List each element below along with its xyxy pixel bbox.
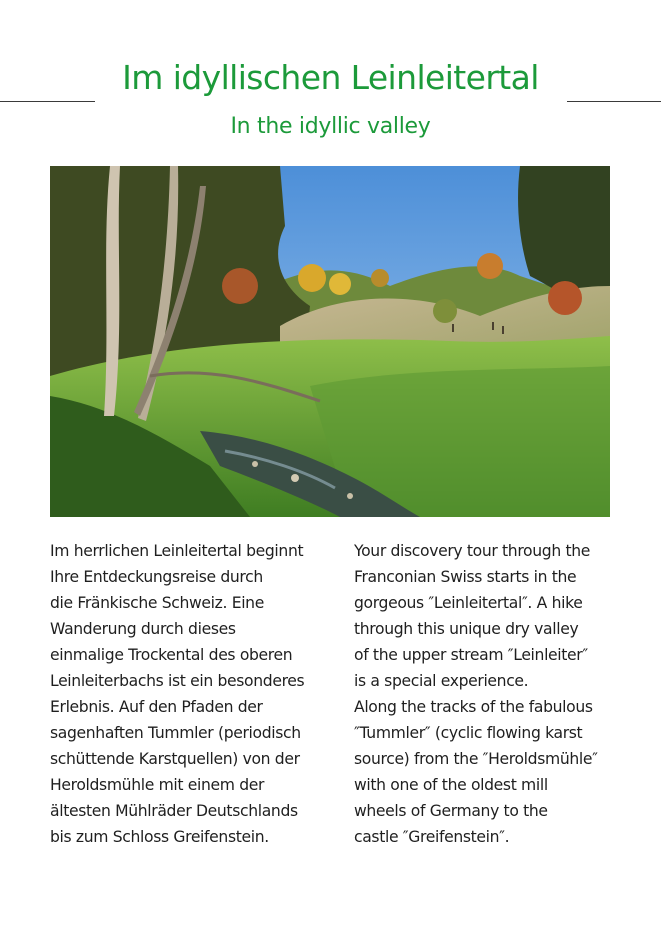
page-title: Im idyllischen Leinleitertal [122, 58, 539, 97]
german-text-line: Leinleiterbachs ist ein besonderes [50, 672, 305, 690]
german-text-line: Im herrlichen Leinleitertal beginnt [50, 542, 304, 560]
english-text-line: ″Tummler″ (cyclic flowing karst [354, 724, 583, 742]
german-text-line: Wanderung durch dieses [50, 620, 236, 638]
german-text-line: Heroldsmühle mit einem der [50, 776, 265, 794]
german-text-line: die Fränkische Schweiz. Eine [50, 594, 264, 612]
english-text-line: source) from the ″Heroldsmühle″ [354, 750, 598, 768]
title-rule-right [567, 101, 661, 102]
valley-photo [50, 166, 610, 517]
german-text-line: ältesten Mühlräder Deutschlands [50, 802, 298, 820]
page-subtitle: In the idyllic valley [230, 114, 431, 139]
english-text-line: of the upper stream ″Leinleiter″ [354, 646, 588, 664]
german-text-line: bis zum Schloss Greifenstein. [50, 828, 269, 846]
english-text-line: castle ″Greifenstein″. [354, 828, 510, 846]
german-text-line: einmalige Trockental des oberen [50, 646, 293, 664]
german-text-line: Ihre Entdeckungsreise durch [50, 568, 263, 586]
german-text-line: Erlebnis. Auf den Pfaden der [50, 698, 263, 716]
german-text-line: sagenhaften Tummler (periodisch [50, 724, 301, 742]
german-text-line: schüttende Karstquellen) von der [50, 750, 300, 768]
english-text-line: Along the tracks of the fabulous [354, 698, 593, 716]
english-text-line: is a special experience. [354, 672, 529, 690]
english-text-line: with one of the oldest mill [354, 776, 548, 794]
german-text-column [50, 538, 330, 850]
english-text-line: gorgeous ″Leinleitertal″. A hike [354, 594, 583, 612]
english-text-line: Franconian Swiss starts in the [354, 568, 577, 586]
english-text-column [354, 538, 634, 850]
english-text-line: Your discovery tour through the [354, 542, 591, 560]
english-text-line: wheels of Germany to the [354, 802, 548, 820]
title-rule-left [0, 101, 95, 102]
english-text-line: through this unique dry valley [354, 620, 579, 638]
